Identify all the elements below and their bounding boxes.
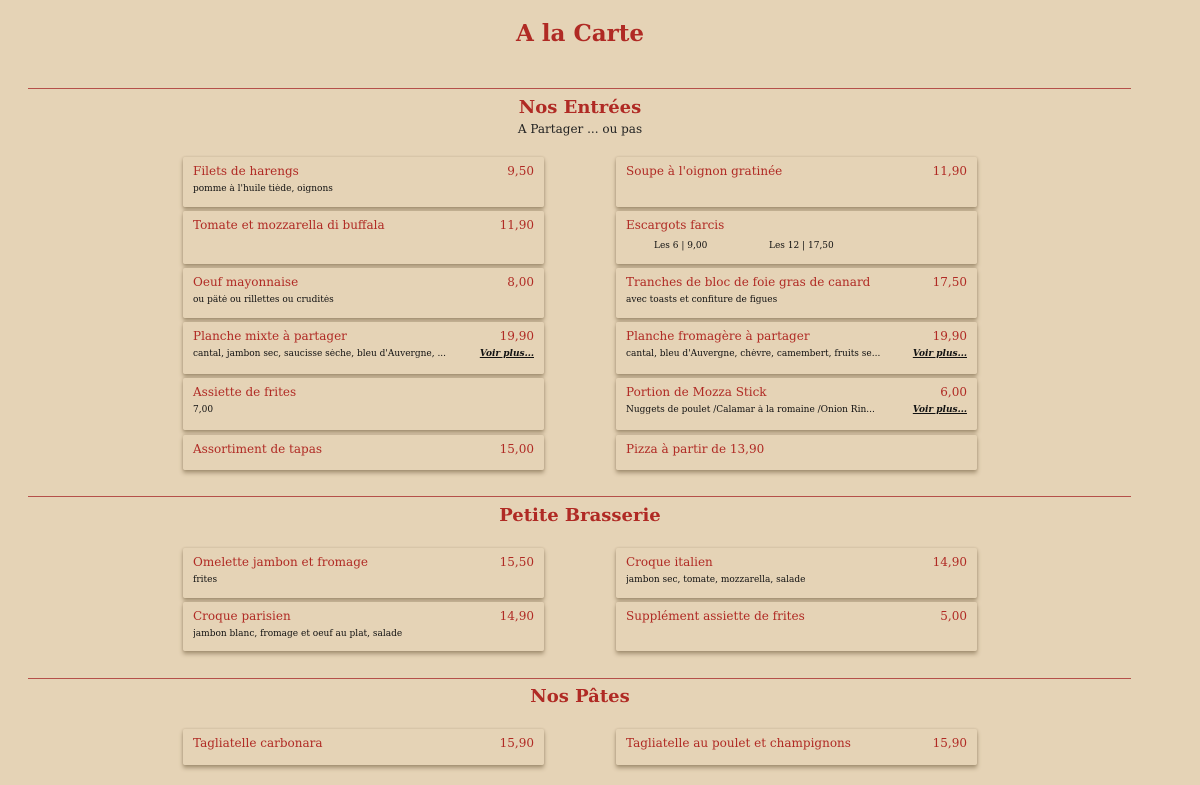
section-divider bbox=[28, 88, 1131, 89]
menu-item-name: Portion de Mozza Stick bbox=[626, 385, 767, 399]
menu-item-price: 19,90 bbox=[932, 329, 967, 343]
menu-item-name: Oeuf mayonnaise bbox=[193, 275, 299, 289]
menu-item-card[interactable] bbox=[616, 378, 977, 430]
section-title-entrees: Nos Entrées bbox=[518, 97, 642, 118]
menu-item-card[interactable] bbox=[183, 268, 544, 318]
menu-item-card[interactable] bbox=[183, 602, 544, 651]
portion-option: Les 6 | 9,00 bbox=[654, 241, 708, 251]
menu-item-description: cantal, bleu d'Auvergne, chèvre, camembert, fruits se... bbox=[626, 349, 881, 359]
menu-item-description: 7,00 bbox=[193, 405, 214, 415]
menu-item-card[interactable] bbox=[616, 211, 977, 264]
menu-item-name: Planche fromagère à partager bbox=[626, 329, 810, 343]
menu-item-description: ou pâté ou rillettes ou crudités bbox=[193, 295, 334, 305]
portion-option: Les 12 | 17,50 bbox=[769, 241, 834, 251]
menu-item-description: avec toasts et confiture de figues bbox=[626, 295, 778, 305]
menu-item-description: jambon sec, tomate, mozzarella, salade bbox=[626, 575, 806, 585]
menu-item-description: frites bbox=[193, 575, 218, 585]
menu-item-price: 15,00 bbox=[499, 442, 534, 456]
menu-item-name: Tagliatelle au poulet et champignons bbox=[626, 736, 851, 750]
section-subtitle-entrees: A Partager ... ou pas bbox=[517, 122, 643, 136]
menu-item-price: 11,90 bbox=[499, 218, 534, 232]
menu-item-card[interactable] bbox=[616, 729, 977, 765]
page-title: A la Carte bbox=[515, 20, 645, 47]
menu-item-card[interactable] bbox=[183, 378, 544, 430]
section-divider bbox=[28, 496, 1131, 497]
menu-item-name: Croque parisien bbox=[193, 609, 291, 623]
menu-item-price: 15,50 bbox=[499, 555, 534, 569]
menu-item-card[interactable] bbox=[183, 548, 544, 598]
menu-item-name: Omelette jambon et fromage bbox=[193, 555, 368, 569]
menu-item-name: Pizza à partir de 13,90 bbox=[626, 442, 765, 456]
menu-item-card[interactable] bbox=[616, 548, 977, 598]
menu-item-card[interactable] bbox=[616, 602, 977, 651]
menu-item-description: jambon blanc, fromage et oeuf au plat, salade bbox=[193, 629, 403, 639]
menu-item-price: 8,00 bbox=[507, 275, 534, 289]
menu-item-card[interactable] bbox=[616, 322, 977, 374]
menu-item-card[interactable] bbox=[183, 211, 544, 264]
menu-item-card[interactable] bbox=[616, 268, 977, 318]
menu-item-price: 9,50 bbox=[507, 164, 534, 178]
section-title-pates: Nos Pâtes bbox=[530, 686, 630, 707]
menu-item-price: 5,00 bbox=[940, 609, 967, 623]
menu-item-name: Filets de harengs bbox=[193, 164, 299, 178]
menu-item-card[interactable] bbox=[183, 729, 544, 765]
menu-item-name: Supplément assiette de frites bbox=[626, 609, 805, 623]
menu-item-name: Tagliatelle carbonara bbox=[193, 736, 323, 750]
section-title-brasserie: Petite Brasserie bbox=[499, 505, 661, 526]
menu-item-name: Croque italien bbox=[626, 555, 713, 569]
menu-item-card[interactable] bbox=[616, 157, 977, 207]
menu-item-card[interactable] bbox=[183, 322, 544, 374]
menu-item-name: Escargots farcis bbox=[626, 218, 725, 232]
menu-item-name: Assiette de frites bbox=[193, 385, 297, 399]
menu-item-card[interactable] bbox=[616, 435, 977, 470]
menu-item-card[interactable] bbox=[183, 435, 544, 470]
menu-item-name: Planche mixte à partager bbox=[193, 329, 347, 343]
see-more-link[interactable]: Voir plus... bbox=[479, 349, 534, 359]
menu-item-price: 6,00 bbox=[940, 385, 967, 399]
menu-item-price: 11,90 bbox=[932, 164, 967, 178]
menu-item-name: Soupe à l'oignon gratinée bbox=[626, 164, 783, 178]
menu-item-description: Nuggets de poulet /Calamar à la romaine /Onion Rin... bbox=[626, 405, 875, 415]
menu-item-price: 15,90 bbox=[499, 736, 534, 750]
menu-item-price: 17,50 bbox=[932, 275, 967, 289]
menu-item-price: 19,90 bbox=[499, 329, 534, 343]
section-divider bbox=[28, 678, 1131, 679]
menu-item-price: 14,90 bbox=[499, 609, 534, 623]
menu-item-description: pomme à l'huile tiède, oignons bbox=[193, 184, 333, 194]
see-more-link[interactable]: Voir plus... bbox=[912, 405, 967, 415]
menu-item-card[interactable] bbox=[183, 157, 544, 207]
menu-item-name: Assortiment de tapas bbox=[193, 442, 323, 456]
menu-item-price: 14,90 bbox=[932, 555, 967, 569]
see-more-link[interactable]: Voir plus... bbox=[912, 349, 967, 359]
menu-item-price: 15,90 bbox=[932, 736, 967, 750]
menu-item-name: Tranches de bloc de foie gras de canard bbox=[626, 275, 871, 289]
menu-item-description: cantal, jambon sec, saucisse sèche, bleu d'Auvergne, ... bbox=[193, 349, 447, 359]
menu-item-name: Tomate et mozzarella di buffala bbox=[193, 218, 385, 232]
